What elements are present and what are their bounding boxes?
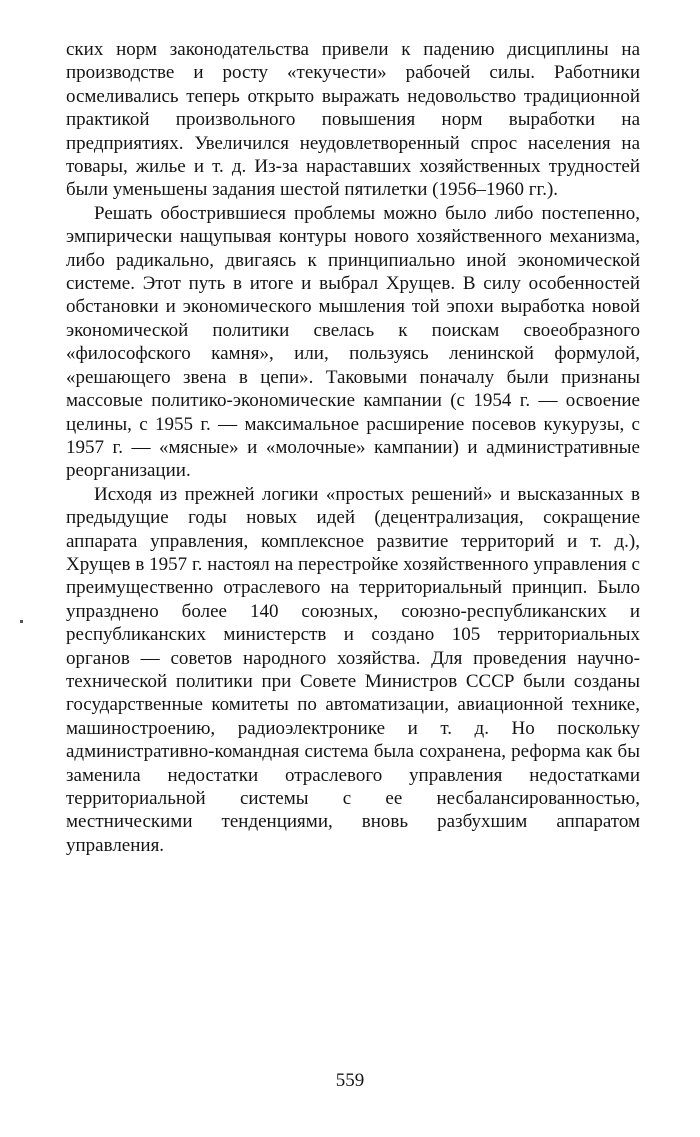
paragraph-3: Исходя из прежней логики «простых решений» и высказанных в предыдущие годы новых идей (децентрализация, сокращение аппарата управления, комплексное развитие территорий и т. д.), Хрущев в 1957 г. настоял на перестройке хозяйственного управления с преимущественно отраслевого на территориальный принцип. Было упразднено более 140 союзных, союзно-республиканских и республиканских министерств и создано 105 территориальных органов — советов народного хозяйства. Для проведения научно-технической политики при Совете Министров СССР были созданы государственные комитеты по автоматизации, авиационной технике, машиностроению, радиоэлектронике и т. д. Но поскольку административно-командная система была сохранена, реформа как бы заменила недостатки отраслевого управления недостатками территориальной системы с ее несбалансированностью, местническими тенденциями, вновь разбухшим аппаратом управления. <box>66 483 640 856</box>
margin-dot <box>20 620 23 623</box>
page-number: 559 <box>335 1070 365 1091</box>
page-body <box>66 38 640 857</box>
paragraph-2: Решать обострившиеся проблемы можно было либо постепенно, эмпирически нащупывая контуры нового хозяйственного механизма, либо радикально, двигаясь к принципиально иной экономической системе. Этот путь в итоге и выбрал Хрущев. В силу особенностей обстановки и экономического мышления той эпохи выработка новой экономической политики свелась к поискам своеобразного «философского камня», или, пользуясь ленинской формулой, «решающего звена в цепи». Таковыми поначалу были признаны массовые политико-экономические кампании (с 1954 г. — освоение целины, с 1955 г. — максимальное расширение посевов кукурузы, с 1957 г. — «мясные» и «молочные» кампании) и административные реорганизации. <box>66 202 640 482</box>
paragraph-1: ских норм законодательства привели к падению дисциплины на производстве и росту «текучести» рабочей силы. Работники осмеливались теперь открыто выражать недовольство традиционной практикой произвольного повышения норм выработки на предприятиях. Увеличился неудовлетворенный спрос населения на товары, жилье и т. д. Из-за нараставших хозяйственных трудностей были уменьшены задания шестой пятилетки (1956–1960 гг.). <box>66 39 640 201</box>
